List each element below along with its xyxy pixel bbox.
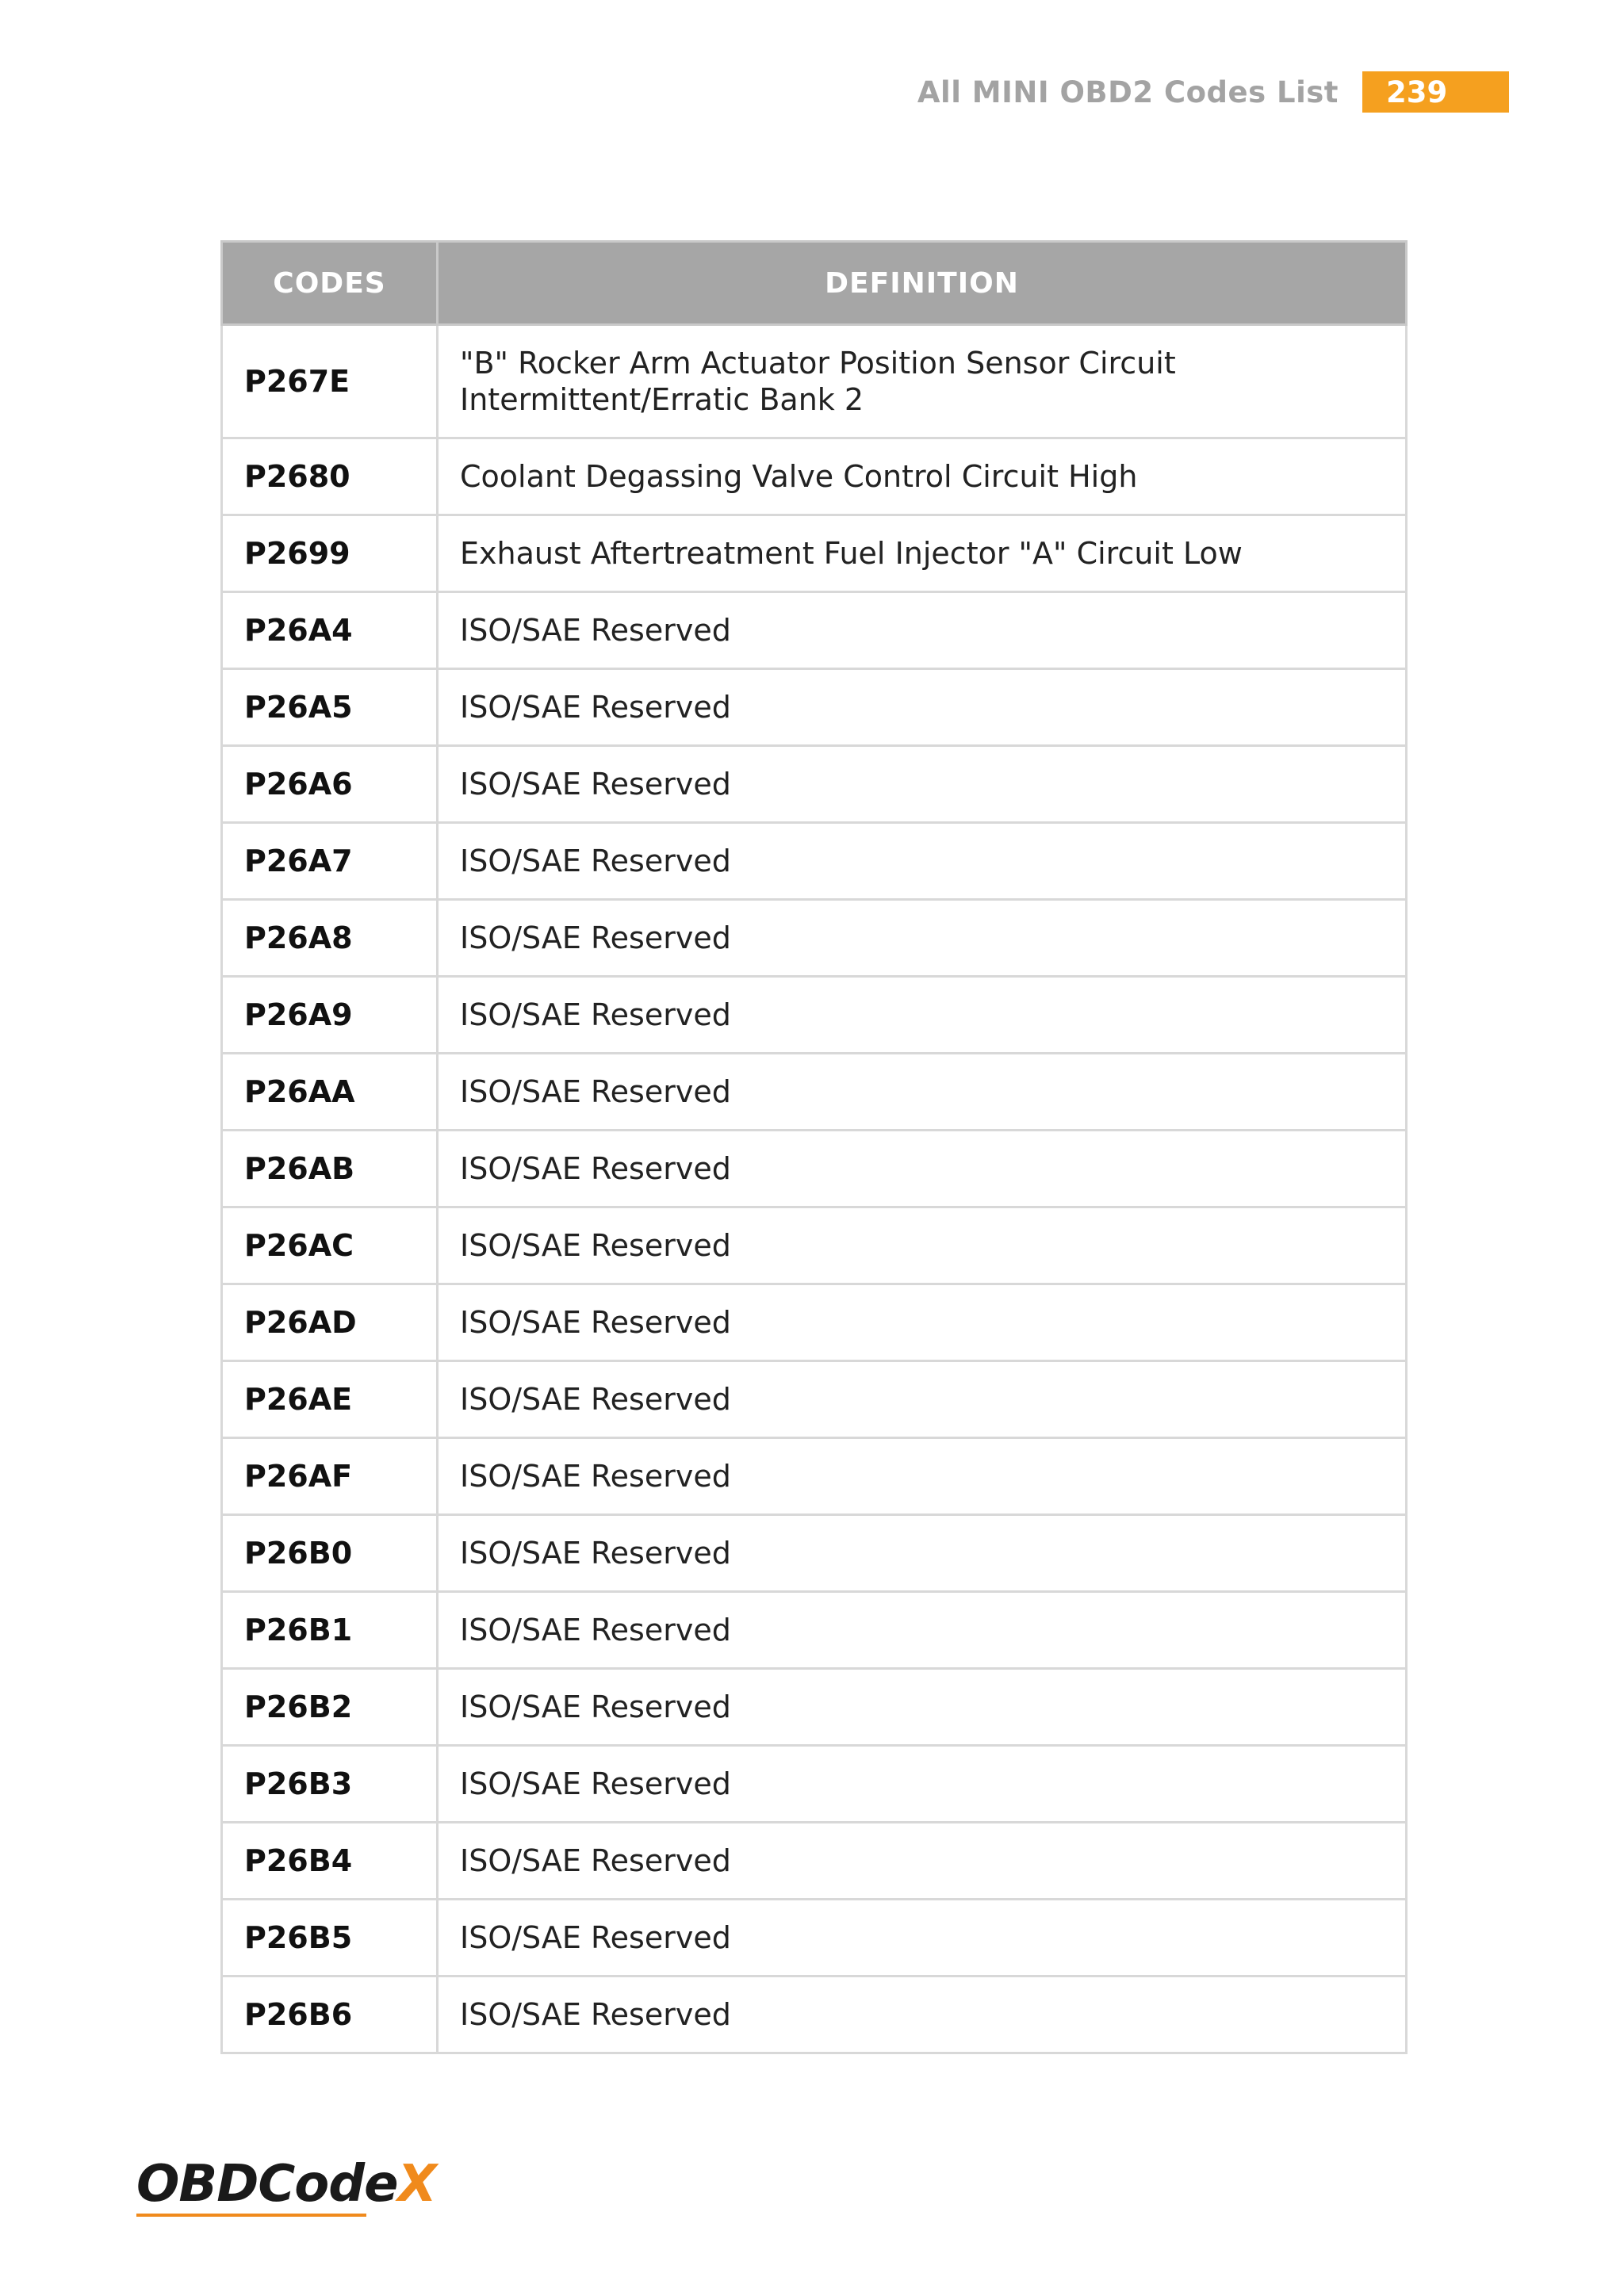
definition-cell: ISO/SAE Reserved (438, 1900, 1407, 1976)
table-row (222, 1746, 1407, 1823)
table-row (222, 669, 1407, 746)
code-cell: P26B1 (222, 1592, 438, 1669)
table-row (222, 977, 1407, 1054)
definition-cell: ISO/SAE Reserved (438, 1361, 1407, 1438)
table-row (222, 438, 1407, 515)
definition-cell: ISO/SAE Reserved (438, 1669, 1407, 1746)
document-title: All MINI OBD2 Codes List (917, 75, 1339, 109)
code-cell: P26A5 (222, 669, 438, 746)
table-row (222, 1131, 1407, 1207)
code-cell: P26AD (222, 1284, 438, 1361)
definition-cell: ISO/SAE Reserved (438, 1823, 1407, 1900)
table-row (222, 823, 1407, 900)
table-row (222, 1900, 1407, 1976)
definition-cell: ISO/SAE Reserved (438, 900, 1407, 977)
code-cell: P26AF (222, 1438, 438, 1515)
column-header-definition: DEFINITION (438, 242, 1407, 325)
definition-cell: ISO/SAE Reserved (438, 823, 1407, 900)
definition-cell: ISO/SAE Reserved (438, 1746, 1407, 1823)
code-cell: P26A7 (222, 823, 438, 900)
table-row (222, 900, 1407, 977)
code-cell: P26B0 (222, 1515, 438, 1592)
table-row (222, 1823, 1407, 1900)
column-header-codes: CODES (222, 242, 438, 325)
definition-cell: ISO/SAE Reserved (438, 977, 1407, 1054)
definition-cell: ISO/SAE Reserved (438, 1054, 1407, 1131)
code-cell: P26AA (222, 1054, 438, 1131)
table-row (222, 1592, 1407, 1669)
code-cell: P26AE (222, 1361, 438, 1438)
logo-text-main: OBDCode (136, 2155, 398, 2214)
code-cell: P2699 (222, 515, 438, 592)
table-header-row (222, 242, 1407, 325)
table-row (222, 325, 1407, 438)
definition-cell: ISO/SAE Reserved (438, 1515, 1407, 1592)
page-header (917, 71, 1509, 113)
code-cell: P2680 (222, 438, 438, 515)
table-row (222, 1361, 1407, 1438)
table-row (222, 1284, 1407, 1361)
code-cell: P26A4 (222, 592, 438, 669)
definition-cell: ISO/SAE Reserved (438, 1207, 1407, 1284)
table-row (222, 1207, 1407, 1284)
table-row (222, 515, 1407, 592)
code-cell: P26B3 (222, 1746, 438, 1823)
definition-cell: ISO/SAE Reserved (438, 1592, 1407, 1669)
definition-cell: ISO/SAE Reserved (438, 1131, 1407, 1207)
code-cell: P26B4 (222, 1823, 438, 1900)
table-row (222, 592, 1407, 669)
code-cell: P26B5 (222, 1900, 438, 1976)
code-cell: P26B6 (222, 1976, 438, 2053)
definition-cell: ISO/SAE Reserved (438, 1438, 1407, 1515)
table-row (222, 1054, 1407, 1131)
definition-cell: ISO/SAE Reserved (438, 592, 1407, 669)
code-cell: P26A6 (222, 746, 438, 823)
table-row (222, 1515, 1407, 1592)
code-cell: P267E (222, 325, 438, 438)
definition-cell: ISO/SAE Reserved (438, 1976, 1407, 2053)
definition-cell: Exhaust Aftertreatment Fuel Injector "A" Circuit Low (438, 515, 1407, 592)
definition-cell: ISO/SAE Reserved (438, 1284, 1407, 1361)
code-cell: P26AC (222, 1207, 438, 1284)
obdcodex-logo (136, 2155, 436, 2214)
definition-cell: ISO/SAE Reserved (438, 669, 1407, 746)
page-number-badge: 239 (1362, 71, 1509, 113)
logo-wordmark (136, 2155, 436, 2214)
code-cell: P26A9 (222, 977, 438, 1054)
table-row (222, 1438, 1407, 1515)
logo-underline (136, 2214, 366, 2217)
definition-cell: Coolant Degassing Valve Control Circuit High (438, 438, 1407, 515)
definition-cell: "B" Rocker Arm Actuator Position Sensor Circuit Intermittent/Erratic Bank 2 (438, 325, 1407, 438)
table-row (222, 1669, 1407, 1746)
code-cell: P26A8 (222, 900, 438, 977)
table-row (222, 1976, 1407, 2053)
definition-cell: ISO/SAE Reserved (438, 746, 1407, 823)
code-cell: P26AB (222, 1131, 438, 1207)
code-cell: P26B2 (222, 1669, 438, 1746)
table-row (222, 746, 1407, 823)
obd-codes-table (220, 240, 1408, 2054)
logo-text-accent: X (397, 2155, 436, 2214)
